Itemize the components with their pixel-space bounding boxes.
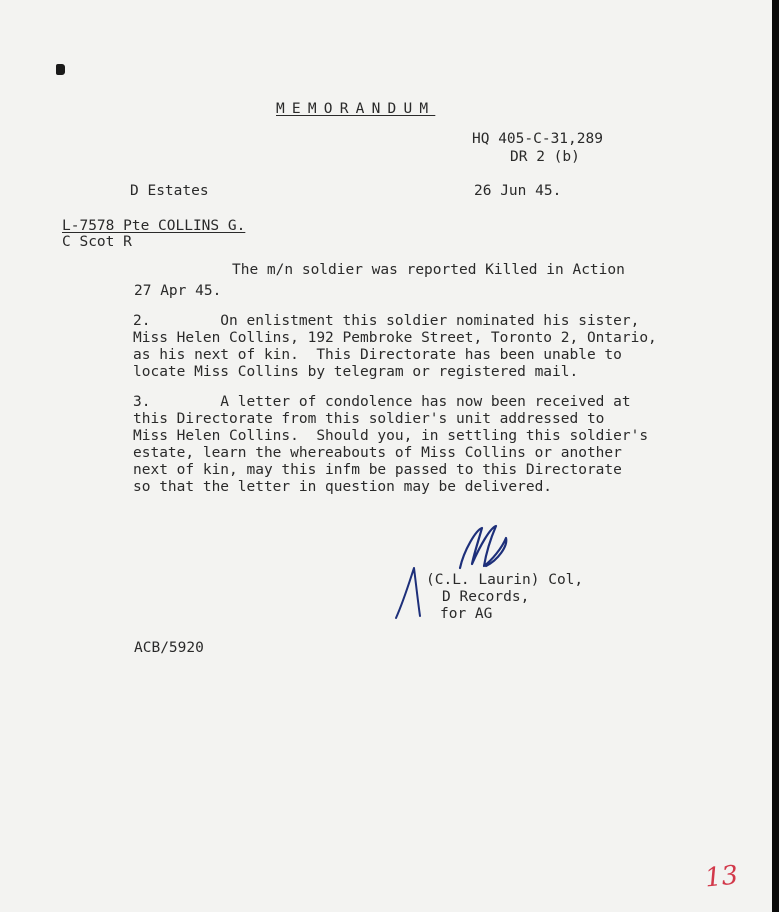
signature-for: for AG xyxy=(440,606,493,622)
para3-line-4: estate, learn the whereabouts of Miss Collins or another xyxy=(133,445,622,461)
para2-line-4: locate Miss Collins by telegram or registered mail. xyxy=(133,364,579,380)
signature-name: (C.L. Laurin) Col, xyxy=(426,572,584,588)
memo-title: MEMORANDUM xyxy=(276,101,436,117)
reference-code: ACB/5920 xyxy=(134,640,204,656)
punch-hole-mark xyxy=(56,64,65,75)
para1-line-1: The m/n soldier was reported Killed in Action xyxy=(232,262,625,278)
subject-line-2: C Scot R xyxy=(62,234,132,250)
para3-line-5: next of kin, may this infm be passed to this Directorate xyxy=(133,462,622,478)
para2-line-3: as his next of kin. This Directorate has been unable to xyxy=(133,347,622,363)
para2-line-1: 2. On enlistment this soldier nominated his sister, xyxy=(133,313,640,329)
subject-line-1: L-7578 Pte COLLINS G. xyxy=(62,218,246,234)
para3-line-3: Miss Helen Collins. Should you, in settling this soldier's xyxy=(133,428,649,444)
para2-line-2: Miss Helen Collins, 192 Pembroke Street, Toronto 2, Ontario, xyxy=(133,330,657,346)
para3-line-1: 3. A letter of condolence has now been received at xyxy=(133,394,631,410)
signature-office: D Records, xyxy=(442,589,530,605)
para1-line-2: 27 Apr 45. xyxy=(134,283,222,299)
file-reference: HQ 405-C-31,289 xyxy=(472,131,603,147)
file-reference-sub: DR 2 (b) xyxy=(510,149,580,165)
addressee: D Estates xyxy=(130,183,209,199)
memo-date: 26 Jun 45. xyxy=(474,183,562,199)
para3-line-2: this Directorate from this soldier's unit addressed to xyxy=(133,411,605,427)
para3-line-6: so that the letter in question may be delivered. xyxy=(133,479,553,495)
page-number: 13 xyxy=(703,860,740,894)
